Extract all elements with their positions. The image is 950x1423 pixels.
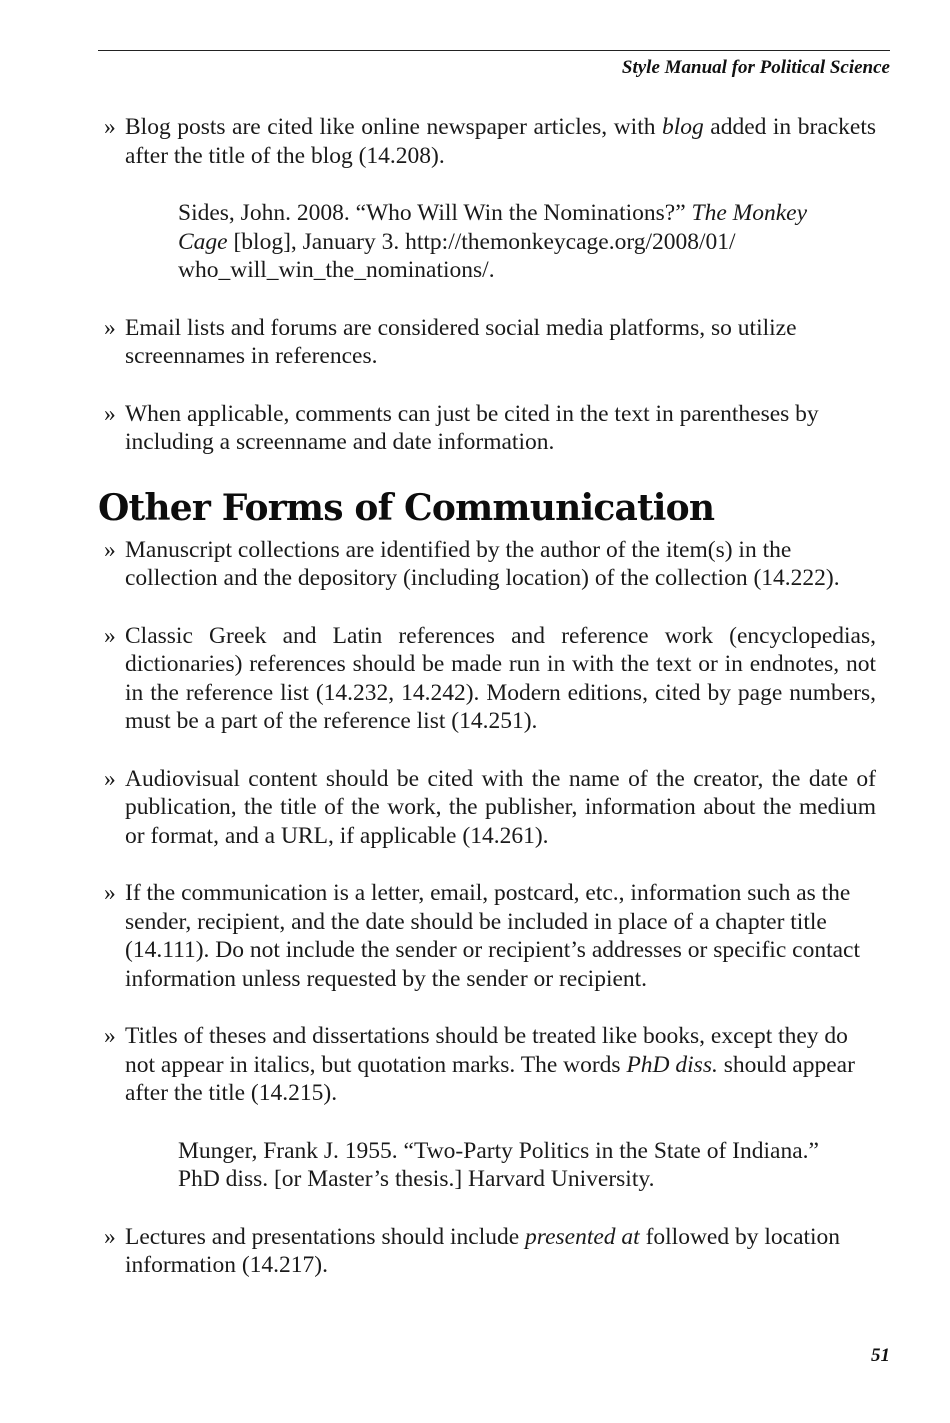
bullet-comments bbox=[98, 400, 876, 457]
bullet-lectures bbox=[98, 1223, 876, 1280]
bullet-theses bbox=[98, 1022, 876, 1108]
bullet-classic-references bbox=[98, 622, 876, 736]
bullet-text: Titles of theses and dissertations should be treated like books, except they do not appear in italics, but quotation marks. The words bbox=[125, 1023, 848, 1078]
reference-emphasis: Cage bbox=[178, 228, 228, 255]
bullet-marker: » bbox=[104, 1023, 116, 1049]
page-body bbox=[98, 113, 876, 1309]
bullet-email-lists bbox=[98, 314, 876, 371]
reference-text: Sides, John. 2008. “Who Will Win the Nominations?” bbox=[178, 200, 692, 226]
bullet-manuscript-collections bbox=[98, 536, 876, 593]
bullet-text: Manuscript collections are identified by the author of the item(s) in the collection and the depository (including location) of the collection (14.222). bbox=[125, 536, 840, 591]
reference-text: [blog], January 3. http://themonkeycage.org/2008/01/ bbox=[227, 228, 736, 255]
bullet-audiovisual bbox=[98, 765, 876, 851]
bullet-marker: » bbox=[104, 536, 116, 563]
bullet-marker: » bbox=[104, 880, 116, 906]
bullet-blog-posts bbox=[98, 113, 876, 170]
bullet-text: Classic Greek and Latin references and reference work (encyclopedias, dictionaries) references should be made run in with the text or in endnotes, not in the reference list (14.232, 14.242). Modern editions, cited by page numbers, must be a part of the reference list (14.251). bbox=[125, 622, 876, 734]
bullet-text: If the communication is a letter, email, postcard, etc., information such as the sender, recipient, and the date should be included in place of a chapter title (14.111). Do not include the sender or recipient’s addresses or specific contact information unless requested by the sender or recipient. bbox=[125, 880, 860, 992]
bullet-emphasis: PhD diss. bbox=[626, 1051, 718, 1078]
reference-line bbox=[178, 199, 826, 228]
reference-emphasis: The Monkey bbox=[691, 200, 808, 226]
bullet-marker: » bbox=[104, 765, 116, 792]
bullet-marker: » bbox=[104, 622, 116, 649]
section-heading: Other Forms of Communication bbox=[98, 486, 715, 529]
bullet-emphasis: presented at bbox=[525, 1223, 640, 1250]
reference-line: PhD diss. [or Master’s thesis.] Harvard University. bbox=[178, 1166, 655, 1192]
reference-line: Munger, Frank J. 1955. “Two-Party Politics in the State of Indiana.” bbox=[178, 1137, 819, 1164]
reference-example-blog bbox=[98, 199, 876, 285]
header-rule bbox=[98, 50, 890, 51]
bullet-text: Audiovisual content should be cited with the name of the creator, the date of publication, the title of the work, the publisher, information about the medium or format, and a URL, if applicable (14.261). bbox=[125, 765, 876, 849]
bullet-marker: » bbox=[104, 114, 116, 140]
bullet-emphasis: blog bbox=[661, 114, 704, 140]
running-head: Style Manual for Political Science bbox=[621, 57, 890, 78]
bullet-text: Blog posts are cited like online newspaper articles, with bbox=[125, 114, 662, 140]
bullet-marker: » bbox=[104, 314, 116, 341]
bullet-text: should appear after the title (14.215). bbox=[125, 1051, 855, 1106]
bullet-text: added in brackets after the title of the blog (14.208). bbox=[125, 114, 876, 169]
bullet-text: Email lists and forums are considered social media platforms, so utilize screennames in references. bbox=[125, 314, 797, 369]
page-number: 51 bbox=[871, 1345, 890, 1366]
reference-example-thesis bbox=[98, 1137, 876, 1194]
bullet-text: When applicable, comments can just be cited in the text in parentheses by including a screenname and date information. bbox=[125, 400, 819, 455]
bullet-letters bbox=[98, 879, 876, 993]
bullet-marker: » bbox=[104, 400, 116, 427]
reference-line bbox=[178, 228, 826, 257]
bullet-text: Lectures and presentations should include bbox=[125, 1223, 526, 1250]
bullet-text: followed by location information (14.217). bbox=[125, 1223, 841, 1278]
bullet-marker: » bbox=[104, 1223, 116, 1250]
reference-line: who_will_win_the_nominations/. bbox=[178, 257, 495, 283]
